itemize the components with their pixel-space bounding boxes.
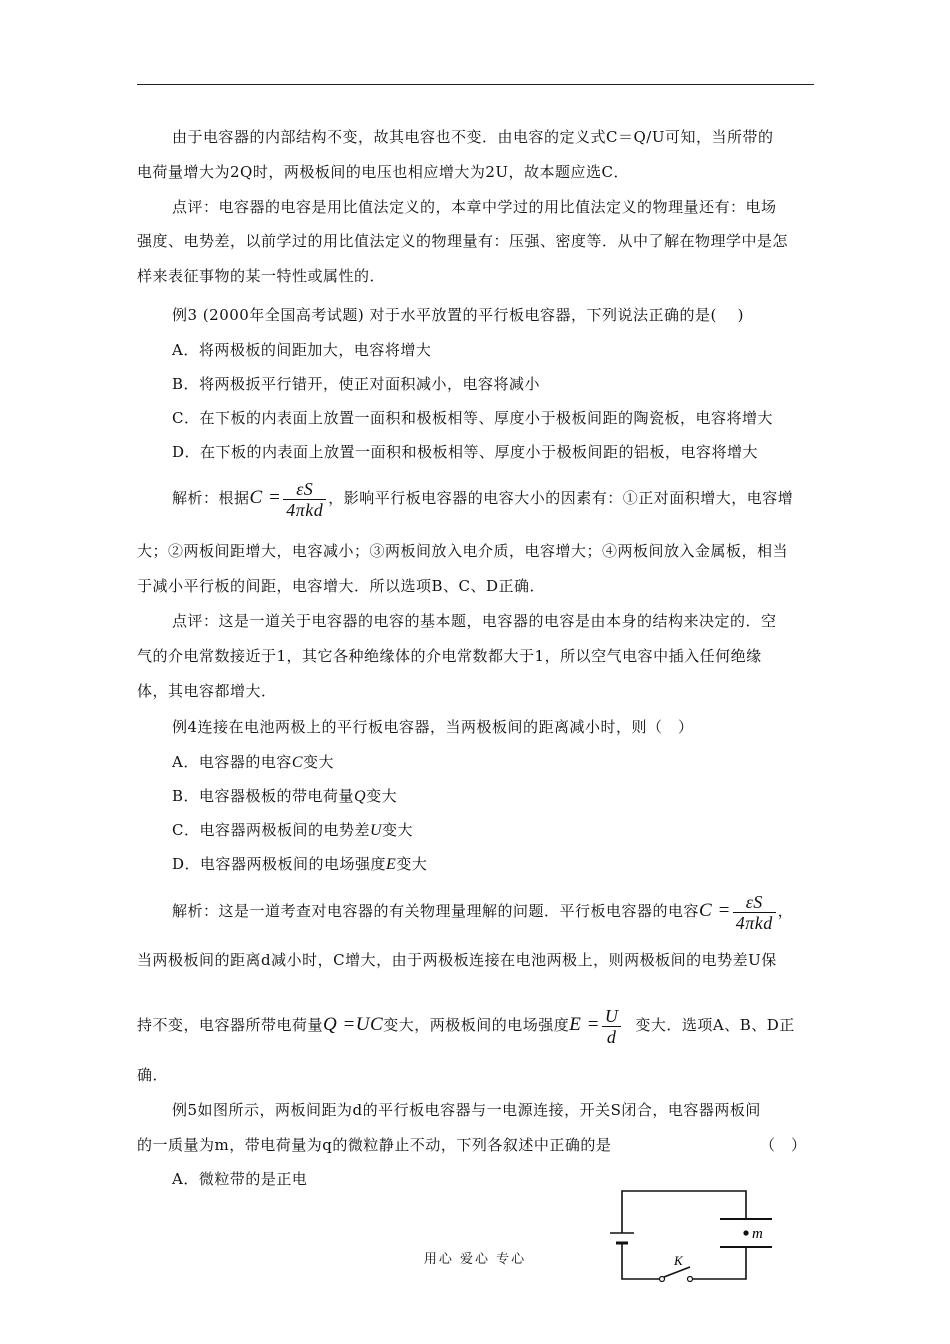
switch-label: K [674, 1253, 683, 1268]
solution-4-line-4: 确． [137, 1066, 169, 1084]
variable: Q [354, 788, 367, 805]
solution-4-text: 持不变，电容器所带电荷量 [137, 1016, 324, 1034]
field-lhs: E = [569, 1014, 600, 1035]
answer-blank: （ ） [760, 1136, 807, 1154]
example-3-option-d: D．在下板的内表面上放置一面积和极板相等、厚度小于极板间距的铝板，电容将增大 [172, 443, 759, 461]
option-text: B．电容器极板的带电荷量 [172, 787, 355, 805]
example-4-option-c [172, 820, 413, 841]
solution-4-text: 变大，两极板间的电场强度 [383, 1016, 570, 1034]
example-3-option-b: B．将两极扳平行错开，使正对面积减小，电容将减小 [172, 375, 541, 393]
example-4-option-d [172, 854, 427, 875]
solution-4-line-2: 当两极板间的距离d减小时，C增大，由于两极板连接在电池两极上，则两极板间的电势差U保 [137, 951, 777, 969]
switch-pivot [660, 1277, 665, 1282]
review-2-line-3: 样来表征事物的某一特性或属性的． [137, 267, 386, 285]
solution-2-line-1: 由于电容器的内部结构不变，故其电容也不变．由电容的定义式C＝Q/U可知，当所带的 [172, 128, 774, 146]
switch-contact [688, 1277, 693, 1282]
charge-formula: Q =UC [323, 1014, 384, 1035]
solution-4-line-3 [137, 1003, 795, 1047]
example-4-option-b [172, 786, 397, 807]
variable: E [386, 856, 397, 873]
capacitance-lhs: C = [699, 900, 731, 921]
review-3-line-3: 体，其电容都增大． [137, 682, 277, 700]
option-text: D．电容器两极板间的电场强度 [172, 855, 387, 873]
solution-4-line-1 [172, 889, 793, 933]
review-3-line-1: 点评：这是一道关于电容器的电容的基本题，电容器的电容是由本身的结构来决定的．空 [172, 612, 777, 630]
example-3-option-a: A．将两极板的间距加大，电容将增大 [172, 341, 432, 359]
solution-3-intro: 解析：根据 [172, 489, 250, 507]
formula-numerator: εS [283, 479, 326, 500]
example-5-line-1: 例5如图所示，两板间距为d的平行板电容器与一电源连接，开关S闭合，电容器两板间 [172, 1101, 761, 1119]
comma: ， [777, 902, 794, 920]
example-4-option-a [172, 752, 334, 773]
field-formula [602, 1006, 622, 1047]
capacitance-formula [283, 479, 326, 520]
mass-label: m [752, 1226, 763, 1242]
option-text: 变大 [396, 855, 428, 873]
formula-denominator: 4πkd [735, 912, 773, 933]
solution-3-line-1 [172, 476, 793, 520]
solution-3-line-3: 于减小平行板的间距，电容增大．所以选项B、C、D正确． [137, 577, 546, 595]
variable: C [291, 754, 304, 771]
example-3-question: 例3 (2000年全国高考试题) 对于水平放置的平行板电容器，下列说法正确的是( ) [172, 306, 744, 324]
example-3-option-c: C．在下板的内表面上放置一面积和极板相等、厚度小于极板间距的陶瓷板，电容将增大 [172, 409, 773, 427]
example-5-option-a: A．微粒带的是正电 [172, 1170, 308, 1188]
particle-dot [743, 1230, 748, 1235]
solution-3-rest: ，影响平行板电容器的电容大小的因素有：①正对面积增大，电容增 [328, 489, 794, 507]
option-text: C．电容器两极板间的电势差 [172, 821, 370, 839]
page-footer: 用心 爱心 专心 [423, 1252, 527, 1267]
formula-denominator: 4πkd [286, 499, 324, 520]
variable: U [369, 822, 383, 839]
circuit-wire-top [622, 1191, 746, 1233]
circuit-diagram [600, 1185, 790, 1283]
review-2-line-1: 点评：电容器的电容是用比值法定义的，本章中学过的用比值法定义的物理量还有：电场 [172, 198, 777, 216]
option-text: 变大 [366, 787, 398, 805]
solution-4-text: 变大．选项A、B、D正 [635, 1016, 795, 1034]
header-rule [137, 84, 814, 85]
example-4-question: 例4连接在电池两极上的平行板电容器，当两极板间的距离减小时，则（ ） [172, 718, 694, 736]
capacitance-formula [733, 892, 776, 933]
switch-blade [664, 1267, 690, 1277]
review-3-line-2: 气的介电常数接近于1，其它各种绝缘体的介电常数都大于1，所以空气电容中插入任何绝缘 [137, 647, 762, 665]
example-5-line-2: 的一质量为m，带电荷量为q的微粒静止不动，下列各叙述中正确的是 [137, 1136, 612, 1154]
formula-numerator: U [602, 1006, 622, 1027]
solution-3-line-2: 大；②两板间距增大，电容减小；③两板间放入电介质，电容增大；④两板间放入金属板，相当 [137, 542, 789, 560]
formula-numerator: εS [733, 892, 776, 913]
review-2-line-2: 强度、电势差，以前学过的用比值法定义的物理量有：压强、密度等．从中了解在物理学中是怎 [137, 232, 789, 250]
formula-denominator: d [606, 1026, 617, 1047]
option-text: 变大 [303, 753, 335, 771]
solution-2-line-2: 电荷量增大为2Q时，两极板间的电压也相应增大为2U，故本题应选C． [137, 163, 630, 181]
solution-4-intro: 解析：这是一道考查对电容器的有关物理量理解的问题．平行板电容器的电容 [172, 902, 700, 920]
capacitance-lhs: C = [249, 487, 282, 508]
option-text: 变大 [382, 821, 414, 839]
option-text: A．电容器的电容 [172, 753, 292, 771]
